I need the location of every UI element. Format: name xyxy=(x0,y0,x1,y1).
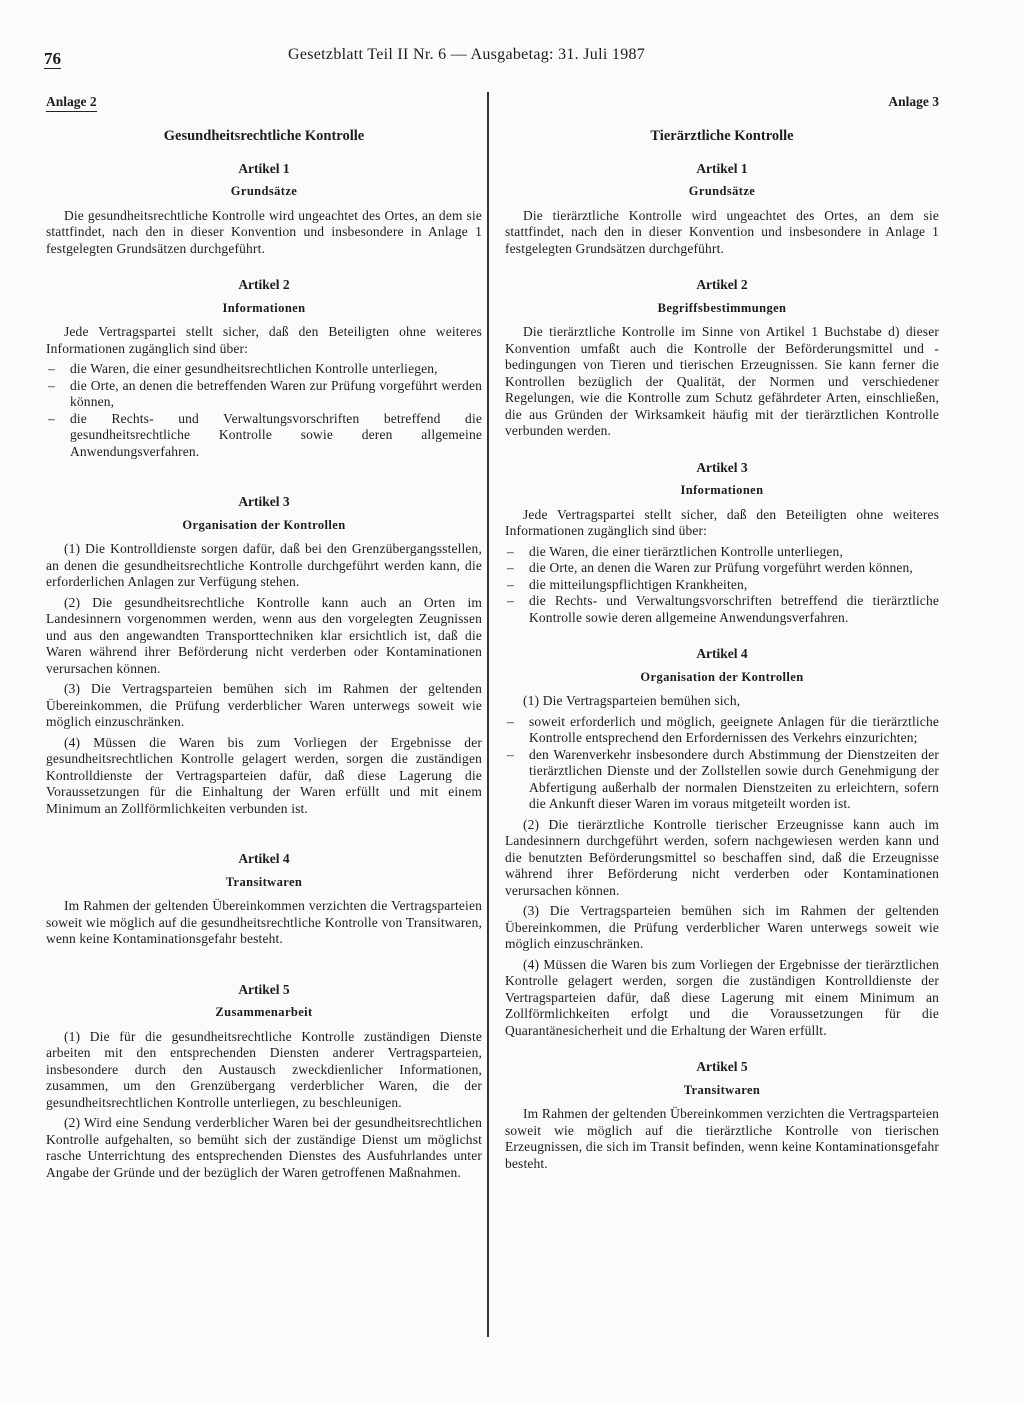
left-column xyxy=(46,94,482,1201)
paragraph: Die gesundheitsrechtliche Kontrolle wird ungeachtet des Ortes, an dem sie stattfindet, nach den in dieser Konvention und insbesondere in Anlage 1 festgelegten Grundsätzen durchgeführt. xyxy=(46,207,482,256)
article-subheading: Grundsätze xyxy=(230,184,298,198)
article xyxy=(46,982,482,1182)
paragraph: Im Rahmen der geltenden Übereinkommen verzichten die Vertragsparteien soweit wie möglich auf die gesundheitsrechtliche Kontrolle von Transitwaren, wenn keine Kontaminationsgefahr besteht. xyxy=(46,898,482,946)
paragraph: (1) Die Vertragsparteien bemühen sich, xyxy=(523,693,741,708)
paragraph: Jede Vertragspartei stellt sicher, daß den Beteiligten ohne weiteres Informationen zugänglich sind über: xyxy=(46,324,482,356)
article-heading: Artikel 3 xyxy=(696,459,748,475)
list-item: – die Waren, die einer gesundheitsrechtlichen Kontrolle unterliegen, xyxy=(46,361,482,378)
paragraph: (3) Die Vertragsparteien bemühen sich im Rahmen der geltenden Übereinkommen, die Prüfung verderblicher Waren unterwegs soweit wie möglich einzuschränken. xyxy=(505,903,939,951)
annex-label: Anlage 3 xyxy=(888,94,939,109)
list-item: – soweit erforderlich und möglich, geeignete Anlagen für die tierärztliche Kontrolle entsprechend den Erfordernissen des Verkehrs einzurichten; xyxy=(505,714,939,747)
article xyxy=(46,851,482,948)
list-item: – den Warenverkehr insbesondere durch Abstimmung der Dienstzeiten der tierärztlichen Dienste und der Zollstellen sowie durch Genehmigung der Abfertigung außerhalb der normalen Dienstzeiten zu erleichtern, sofern die Ankunft dieser Waren im voraus mitgeteilt worden ist. xyxy=(505,747,939,813)
paragraph: Die tierärztliche Kontrolle im Sinne von Artikel 1 Buchstabe d) dieser Konvention umfaßt auch die Kontrolle der Beförderungsmittel und -bedingungen von Tieren und tierischen Erzeugnissen. Sie kann ferner die Kontrollen bezüglich der Qualität, der Normen und verschiedener Regelungen, wie die Kontrolle zum Schutz gefährdeter Arten, einschließen, die aus Gründen der Wirksamkeit häufig mit der tierärztlichen Kontrolle verbunden werden. xyxy=(505,324,939,438)
paragraph: (3) Die Vertragsparteien bemühen sich im Rahmen der geltenden Übereinkommen, die Prüfung verderblicher Waren unterwegs soweit wie möglich einzuschränken. xyxy=(46,681,482,729)
article xyxy=(46,277,482,460)
right-column xyxy=(505,94,939,1192)
article-heading: Artikel 3 xyxy=(238,494,290,509)
article xyxy=(505,161,939,258)
page-number: 76 xyxy=(44,49,61,68)
article-heading: Artikel 2 xyxy=(238,277,290,292)
paragraph: Die tierärztliche Kontrolle wird ungeachtet des Ortes, an dem sie stattfindet, nach den in dieser Konvention und insbesondere in Anlage 1 festgelegten Grundsätzen durchgeführt. xyxy=(505,207,939,256)
article-subheading: Grundsätze xyxy=(688,184,756,198)
article xyxy=(46,161,482,258)
list-item: – die Rechts- und Verwaltungsvorschriften betreffend die gesundheitsrechtliche Kontrolle sowie deren allgemeine Anwendungsverfahren. xyxy=(46,411,482,461)
article-subheading: Organisation der Kontrollen xyxy=(182,517,346,532)
article-heading: Artikel 1 xyxy=(696,160,748,176)
paragraph: (4) Müssen die Waren bis zum Vorliegen der Ergebnisse der gesundheitsrechtlichen Kontrolle gelagert werden, sorgen die zuständigen Kontrolldienste der Vertragsparteien dafür, daß diese Lagerung die Voraussetzungen für die Einhaltung der Waren erfüllt und mit einem Minimum an Zollförmlichkeiten verbunden ist. xyxy=(46,734,482,816)
list-item: – die Orte, an denen die Waren zur Prüfung vorgeführt werden können, xyxy=(505,560,939,577)
paragraph: Jede Vertragspartei stellt sicher, daß den Beteiligten ohne weiteres Informationen zugänglich sind über: xyxy=(505,506,939,538)
article-subheading: Begriffsbestimmungen xyxy=(657,300,787,315)
paragraph: (1) Die Kontrolldienste sorgen dafür, daß bei den Grenzübergangsstellen, an denen die gesundheitsrechtliche Kontrolle durchgeführt werden kann, die erforderlichen Anlagen zur Verfügung stehen. xyxy=(46,541,482,589)
column-divider xyxy=(487,92,489,1337)
article-heading: Artikel 5 xyxy=(696,1059,748,1074)
article-heading: Artikel 5 xyxy=(238,981,290,997)
annex-label: Anlage 2 xyxy=(46,94,482,120)
list-item: – die Orte, an denen die betreffenden Waren zur Prüfung vorgeführt werden können, xyxy=(46,378,482,411)
article xyxy=(505,460,939,627)
list-item: – die Waren, die einer tierärztlichen Kontrolle unterliegen, xyxy=(505,544,939,561)
article xyxy=(505,277,939,440)
article xyxy=(505,1059,939,1172)
running-head: Gesetzblatt Teil II Nr. 6 — Ausgabetag: 31. Juli 1987 xyxy=(288,46,646,63)
paragraph: Im Rahmen der geltenden Übereinkommen verzichten die Vertragsparteien soweit wie möglich auf die tierärztliche Kontrolle von tierischen Erzeugnissen, die sich im Transit befinden, wenn keine Kontaminationsgefahr besteht. xyxy=(505,1106,939,1171)
paragraph: (2) Wird eine Sendung verderblicher Waren bei der gesundheitsrechtlichen Kontrolle aufgehalten, so bemüht sich der zuständige Dienst um möglichst rasche Unterrichtung des entsprechenden Dienstes des Ausfuhrlandes unter Angabe der Gründe und der bezüglich der Waren getroffenen Maßnahmen. xyxy=(46,1115,482,1180)
paragraph: (2) Die gesundheitsrechtliche Kontrolle kann auch an Orten im Landesinnern vorgenommen werden, wenn aus den vorgelegten Zeugnissen und aus den angewandten Transporttechniken klar ersichtlich ist, daß die Waren während ihrer Beförderung nicht verderben oder Kontaminationen verursachen können. xyxy=(46,594,482,676)
article-subheading: Zusammenarbeit xyxy=(215,1005,313,1019)
article xyxy=(46,494,482,817)
article-heading: Artikel 2 xyxy=(696,277,748,292)
article-subheading: Informationen xyxy=(680,483,764,497)
list-item: – die mitteilungspflichtigen Krankheiten, xyxy=(505,577,939,594)
article xyxy=(505,646,939,1039)
dash-list xyxy=(505,544,939,627)
paragraph: (4) Müssen die Waren bis zum Vorliegen der Ergebnisse der tierärztlichen Kontrolle gelagert werden, sorgen die zuständigen Kontrolldienste der Vertragsparteien dafür, daß diese Lagerung mit einem Minimum an Zollförmlichkeiten erfolgt und die Voraussetzungen für die Quarantänesicherheit und die Erhaltung der Waren erfüllt. xyxy=(505,956,939,1038)
article-heading: Artikel 4 xyxy=(238,851,290,866)
article-subheading: Transitwaren xyxy=(225,874,303,889)
paragraph: (2) Die tierärztliche Kontrolle tierischer Erzeugnisse kann auch im Landesinnern durchgeführt werden, sofern nachgewiesen werden kann und die benutzten Beförderungsmittel so beschaffen sind, daß die Erzeugnisse während ihrer Beförderung nicht verderben oder Kontaminationen verursachen können. xyxy=(505,816,939,898)
article-subheading: Transitwaren xyxy=(683,1082,761,1097)
article-subheading: Organisation der Kontrollen xyxy=(640,669,804,684)
article-subheading: Informationen xyxy=(222,300,306,315)
annex-title: Tierärztliche Kontrolle xyxy=(650,128,794,144)
list-item: – die Rechts- und Verwaltungsvorschriften betreffend die tierärztliche Kontrolle sowie deren allgemeine Anwendungsverfahren. xyxy=(505,593,939,626)
annex-title: Gesundheitsrechtliche Kontrolle xyxy=(163,128,365,144)
article-heading: Artikel 4 xyxy=(696,646,748,661)
dash-list xyxy=(46,361,482,460)
article-heading: Artikel 1 xyxy=(238,160,290,176)
dash-list xyxy=(505,714,939,813)
page-header xyxy=(44,44,939,74)
paragraph: (1) Die für die gesundheitsrechtliche Kontrolle zuständigen Dienste arbeiten mit den entsprechenden Diensten anderer Vertragsparteien, insbesondere durch den Austausch zweckdienlicher Informationen, zusammen, um den Grenzübergang verderblicher Waren, die der gesundheitsrechtlichen Kontrolle unterliegen, zu beschleunigen. xyxy=(46,1028,482,1110)
